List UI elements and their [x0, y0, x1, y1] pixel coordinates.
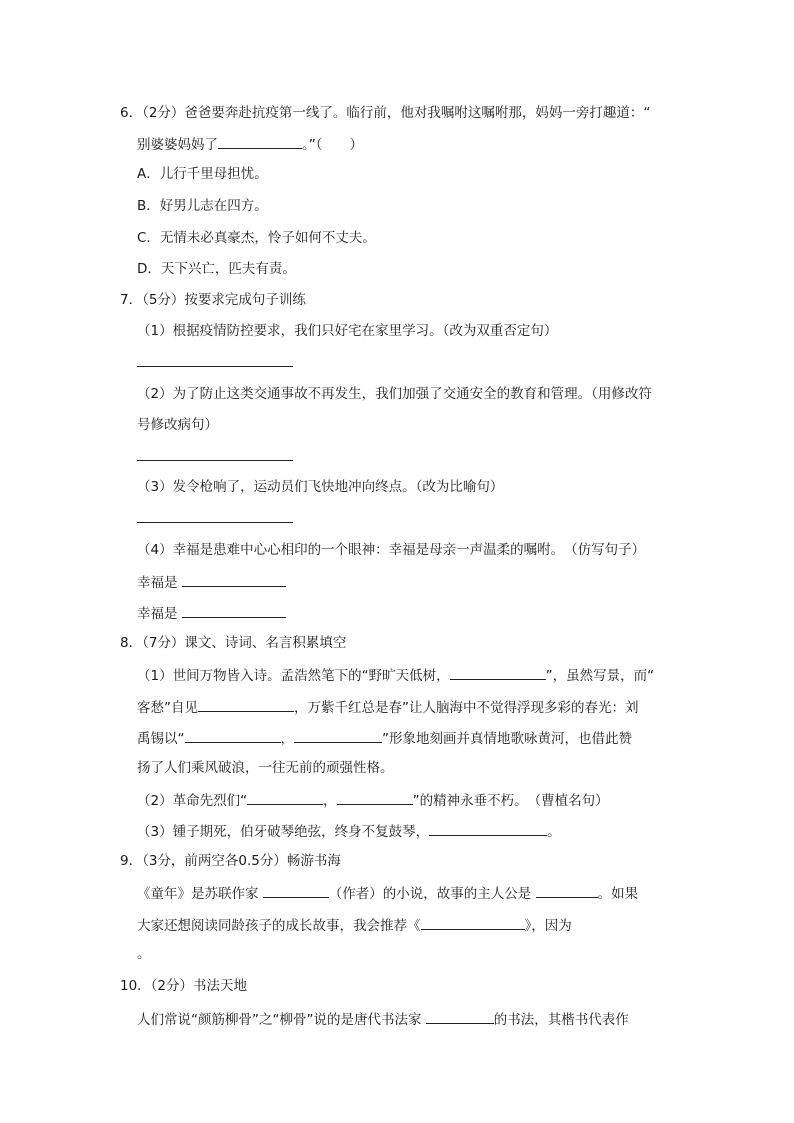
q7-sub1: （1）根据疫情防控要求，我们只好宅在家里学习。（改为双重否定句）: [137, 323, 558, 339]
q9-text-a: 《童年》是苏联作家: [137, 886, 259, 902]
q8-p2: [137, 789, 609, 811]
q8-p1-text-b: ”，虽然写景，而“: [545, 668, 655, 684]
q8-p1-text-e: 禹锡以“: [137, 731, 185, 747]
q7-sub3: （3）发令枪响了，运动员们飞快地冲向终点。（改为比喻句）: [137, 479, 504, 495]
q6-stem-tail: 。”（ ）: [302, 137, 363, 153]
q6-stem-line1: 6．（2分）爸爸要奔赴抗疫第一线了。临行前，他对我嘱咐这嘱咐那，妈妈一旁打趣道：“: [120, 105, 651, 121]
q8-blank-6[interactable]: [337, 789, 413, 805]
q7-sub2-line1: （2）为了防止这类交通事故不再发生，我们加强了交通安全的教育和管理。（用修改符: [137, 386, 652, 402]
q6-option-b[interactable]: B．好男儿志在四方。: [137, 198, 268, 214]
q7-sub1-answer-line[interactable]: [137, 366, 293, 367]
q6-answer-blank[interactable]: [218, 133, 302, 149]
q7-sub4-answer1: [137, 571, 286, 593]
q8-p3-text-a: （3）锺子期死，伯牙破琴绝弦，终身不复鼓琴，: [137, 824, 430, 840]
q7-sub2-line2: 号修改病句）: [137, 417, 218, 433]
q7-sub4-label2: 幸福是: [137, 606, 178, 622]
q7-sub3-answer-line[interactable]: [137, 522, 293, 523]
q8-p1-line4: 扬了人们乘风破浪，一往无前的顽强性格。: [137, 760, 394, 776]
q7-sub4: （4）幸福是患难中心心相印的一个眼神：幸福是母亲一声温柔的嘱咐。 （仿写句子）: [137, 542, 646, 558]
q9-text-e: 》，因为: [524, 918, 572, 934]
q6-option-c[interactable]: C．无情未必真豪杰，怜子如何不丈夫。: [137, 230, 376, 246]
q6-stem-line2: [137, 133, 363, 155]
q8-blank-4[interactable]: [294, 727, 382, 743]
q9-text-d: 大家还想阅读同龄孩子的成长故事，我会推荐《: [137, 918, 421, 934]
q10-text-a: 人们常说“颜筋柳骨”之“柳骨”说的是唐代书法家: [137, 1012, 422, 1028]
q8-p3-text-b: 。: [547, 824, 561, 840]
q9-line3: 。: [137, 946, 151, 962]
q7-sub4-label1: 幸福是: [137, 575, 178, 591]
q7-title: 7．（5分）按要求完成句子训练: [120, 292, 306, 308]
q8-title: 8．（7分）课文、诗词、名言积累填空: [120, 635, 347, 651]
q10-calligrapher-blank[interactable]: [426, 1008, 494, 1024]
q8-p1-line3: [137, 727, 632, 749]
q9-author-blank[interactable]: [263, 882, 329, 898]
q10-line1: [137, 1008, 629, 1030]
q8-p1-text-d: ，万紫千红总是春”让人脑海中不觉得浮现多彩的春光：刘: [294, 700, 639, 716]
q10-title: 10．（2分）书法天地: [120, 978, 248, 994]
q6-option-a[interactable]: A．儿行千里母担忧。: [137, 166, 268, 182]
q8-p3: [137, 820, 561, 842]
q8-p1-text-a: （1）世间万物皆入诗。孟浩然笔下的“野旷天低树，: [137, 668, 450, 684]
q8-p1-text-g: ”形象地刻画并真情地歌咏黄河，也借此赞: [382, 731, 632, 747]
q8-blank-3[interactable]: [185, 727, 281, 743]
q8-p2-text-c: ”的精神永垂不朽。 （曹植名句）: [412, 793, 609, 809]
q8-p1-text-c: 客愁”自见: [137, 700, 198, 716]
q9-text-b: （作者）的小说，故事的主人公是: [328, 886, 532, 902]
q8-p1-line1: [137, 664, 654, 686]
q7-sub4-blank2[interactable]: [182, 602, 286, 618]
q6-option-d[interactable]: D．天下兴亡，匹夫有责。: [137, 261, 296, 277]
q8-blank-5[interactable]: [247, 789, 323, 805]
q9-book-blank[interactable]: [421, 914, 525, 930]
q7-sub2-answer-line[interactable]: [137, 460, 293, 461]
q8-blank-2[interactable]: [198, 696, 294, 712]
q8-p2-text-b: ，: [323, 793, 337, 809]
q9-line1: [137, 882, 638, 904]
q9-line2: [137, 914, 572, 936]
q8-blank-1[interactable]: [450, 664, 546, 680]
q9-title: 9．（3分，前两空各0.5分）畅游书海: [120, 853, 341, 869]
q8-p1-line2: [137, 696, 639, 718]
q9-protagonist-blank[interactable]: [536, 882, 598, 898]
q10-text-b: 的书法，其楷书代表作: [493, 1012, 629, 1028]
q8-p1-text-f: ，: [280, 731, 294, 747]
q8-blank-7[interactable]: [429, 820, 547, 836]
q9-text-c: 。如果: [597, 886, 639, 902]
q8-p2-text-a: （2）革命先烈们“: [137, 793, 248, 809]
q7-sub4-answer2: [137, 602, 286, 624]
q6-stem-text: 别婆婆妈妈了: [137, 137, 218, 153]
q7-sub4-blank1[interactable]: [182, 571, 286, 587]
